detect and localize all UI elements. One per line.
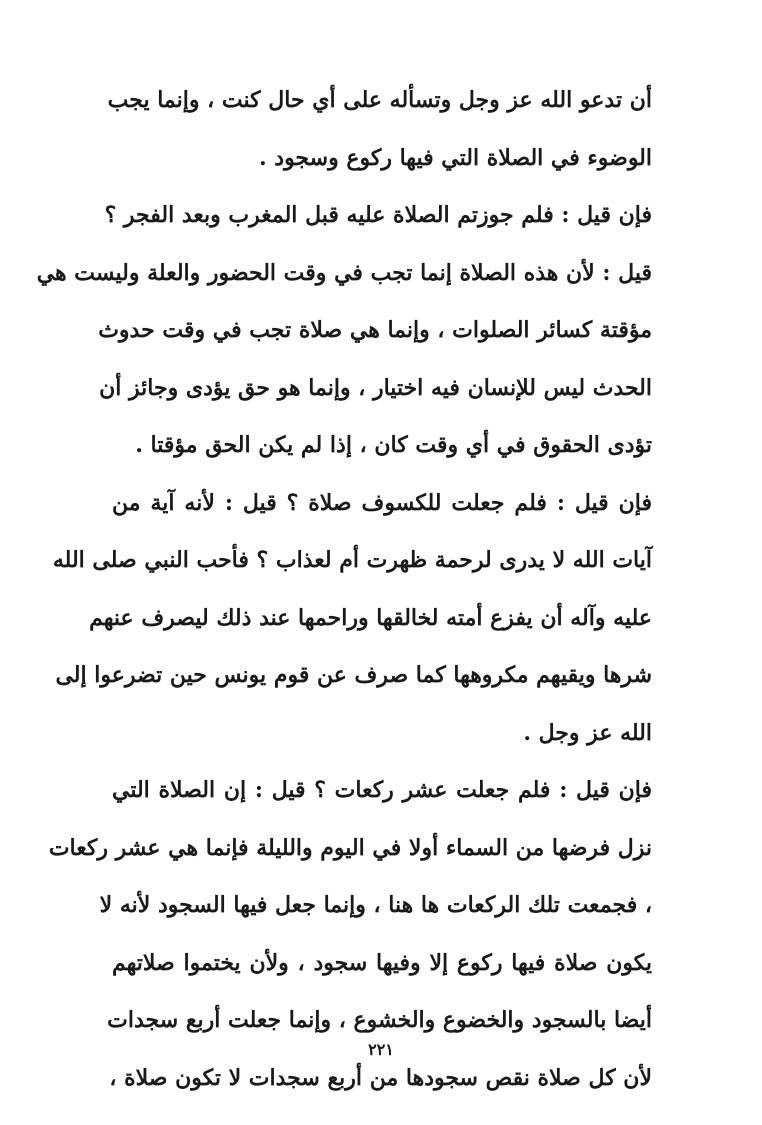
text-line: فإن قيل : فلم جوزتم الصلاة عليه قبل المغرب وبعد الفجر ؟ [104,202,652,228]
text-line: عليه وآله أن يفزع أمته لخالقها وراحمها عند ذلك ليصرف عنهم [89,604,652,631]
text-line: شرها ويقيهم مكروهها كما صرف عن قوم يونس حين تضرعوا إلى [55,662,652,688]
text-line: الله عز وجل . [523,719,652,746]
text-line: مؤقتة كسائر الصلوات ، وإنما هي صلاة تجب في وقت حدوث [98,317,652,343]
text-line: أيضا بالسجود والخضوع والخشوع ، وإنما جعلت أربع سجدات [107,1007,652,1033]
text-line: فإن قيل : فلم جعلت عشر ركعات ؟ قيل : إن الصلاة التي [112,777,652,803]
page-body-text [36,72,652,1107]
text-line: الحدث ليس للإنسان فيه اختيار ، وإنما هو حق يؤدى وجائز أن [99,374,652,401]
text-line: تؤدى الحقوق في أي وقت كان ، إذا لم يكن الحق مؤقتا . [135,432,652,458]
text-line: آيات الله لا يدرى لرحمة ظهرت أم لعذاب ؟ فأحب النبي صلى الله [52,547,652,573]
text-line: فإن قيل : فلم جعلت للكسوف صلاة ؟ قيل : لأنه آية من [112,489,652,516]
text-line: ، فجمعت تلك الركعات ها هنا ، وإنما جعل فيها السجود لأنه لا [99,892,652,918]
text-line: لأن كل صلاة نقص سجودها من أربع سجدات لا تكون صلاة ، [109,1064,652,1091]
text-line: يكون صلاة فيها ركوع إلا وفيها سجود ، ولأن يختموا صلاتهم [112,949,652,976]
text-line: أن تدعو الله عز وجل وتسأله على أي حال كنت ، وإنما يجب [107,87,652,113]
text-line: قيل : لأن هذه الصلاة إنما تجب في وقت الحضور والعلة وليست هي [36,259,652,286]
page-number: ٢٢١ [368,1040,394,1059]
text-line: الوضوء في الصلاة التي فيها ركوع وسجود . [258,144,652,171]
text-line: نزل فرضها من السماء أولا في اليوم والليلة فإنما هي عشر ركعات [48,834,652,861]
